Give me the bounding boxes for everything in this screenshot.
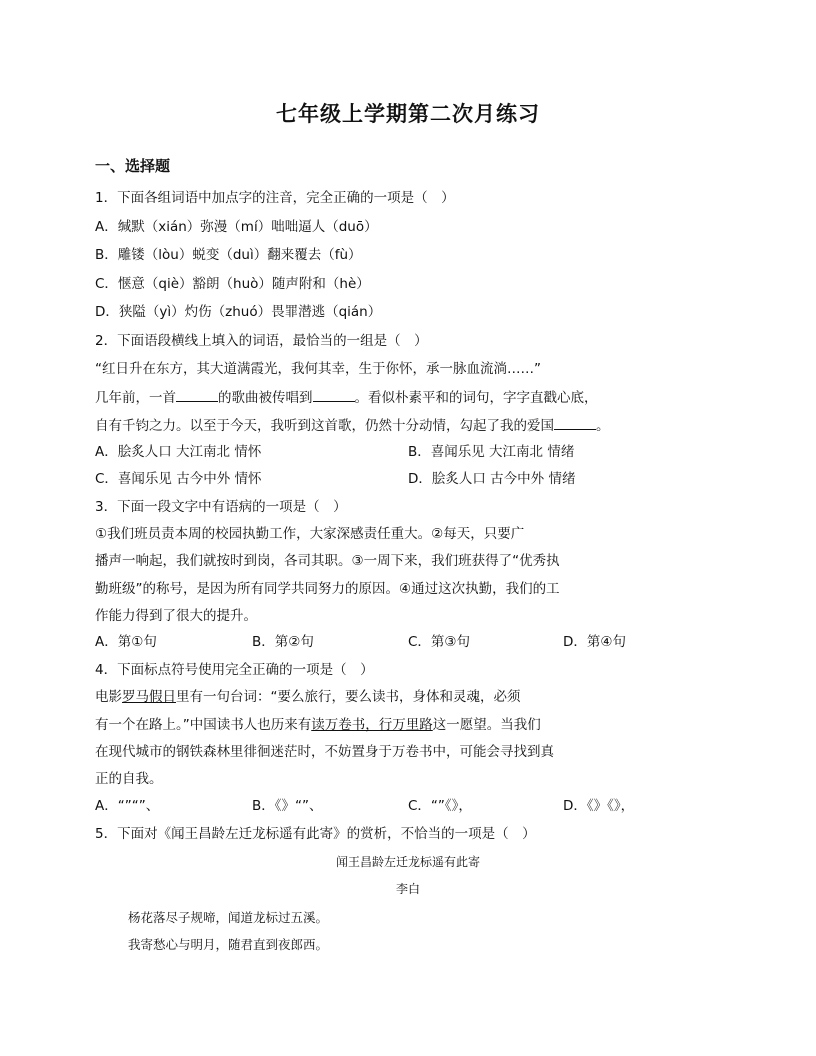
answer-blank [176,388,218,402]
q4-text: 有一个在路上。”中国读书人也历来有 [95,717,312,733]
q2-stem: 2．下面语段横线上填入的词语，最恰当的一组是（ ） [95,333,428,349]
q4-passage-line-4: 正的自我。 [95,771,163,787]
q4-option-a: A．“”“”、 [95,798,160,814]
q2-text: 。 [596,418,610,434]
q1-stem: 1．下面各组词语中加点字的注音，完全正确的一项是（ ） [95,190,455,206]
q4-passage-line-1 [95,688,521,706]
q1-option-b: B．雕镂（lòu）蜕变（duì）翻来覆去（fù） [95,247,362,263]
q2-text: 的歌曲被传唱到 [218,390,313,406]
q4-option-b: B．《》“”、 [252,798,323,814]
q4-text: 这一愿望。当我们 [432,717,541,733]
q3-option-b: B．第②句 [252,634,314,650]
q2-text: 几年前，一首 [95,390,176,406]
section-heading: 一、选择题 [95,157,171,175]
poem-title: 闻王昌龄左迁龙标遥有此寄 [335,855,480,869]
q3-option-a: A．第①句 [95,634,157,650]
answer-blank [554,416,596,430]
q2-quote: “红日升在东方，其大道满霞光，我何其幸，生于你怀，承一脉血流淌……” [95,361,541,377]
q2-option-b: B．喜闻乐见 大江南北 情绪 [408,444,575,460]
q2-text: 。看似朴素平和的词句，字字直戳心底， [354,390,598,406]
q3-passage-line-2: 播声一响起，我们就按时到岗，各司其职。③一周下来，我们班获得了“优秀执 [95,553,560,569]
q4-option-d: D．《》《》， [563,798,635,814]
q4-option-c: C．“”《》， [408,798,472,814]
q2-text: 自有千钧之力。以至于今天，我听到这首歌，仍然十分动情，勾起了我的爱国 [95,418,554,434]
q3-stem: 3．下面一段文字中有语病的一项是（ ） [95,499,347,515]
q3-passage-line-1: ①我们班员责本周的校园执勤工作，大家深感责任重大。②每天，只要广 [95,526,525,542]
q3-passage-line-3: 勤班级”的称号，是因为所有同学共同努力的原因。④通过这次执勤，我们的工 [95,581,560,597]
poem-author: 李白 [395,882,420,896]
q4-underlined-text: 罗马假日 [122,689,176,705]
q4-text: 里有一句台词：“要么旅行，要么读书，身体和灵魂，必须 [176,689,521,705]
q3-passage-line-4: 作能力得到了很大的提升。 [95,608,257,624]
q5-stem: 5．下面对《闻王昌龄左迁龙标遥有此寄》的赏析，不恰当的一项是（ ） [95,826,536,842]
q4-underlined-text: 读万卷书，行万里路 [311,717,433,733]
page-title: 七年级上学期第二次月练习 [276,102,540,126]
q2-option-a: A．脍炙人口 大江南北 情怀 [95,444,262,460]
q4-passage-line-2 [95,716,541,734]
q3-option-c: C．第③句 [408,634,471,650]
q2-paragraph-line-1 [95,388,598,407]
q4-stem: 4．下面标点符号使用完全正确的一项是（ ） [95,662,374,678]
q1-option-a: A．缄默（xián）弥漫（mí）咄咄逼人（duō） [95,219,378,235]
poem-line-2: 我寄愁心与明月，随君直到夜郎西。 [128,937,329,952]
q4-passage-line-3: 在现代城市的钢铁森林里徘徊迷茫时，不妨置身于万卷书中，可能会寻找到真 [95,744,554,760]
poem-line-1: 杨花落尽子规啼，闻道龙标过五溪。 [128,910,329,925]
answer-blank [313,388,355,402]
q1-option-d: D．狭隘（yì）灼伤（zhuó）畏罪潜逃（qián） [95,304,382,320]
q2-paragraph-line-2 [95,416,610,435]
q2-option-d: D．脍炙人口 古今中外 情绪 [408,471,576,487]
q4-text: 电影 [95,689,122,705]
q2-option-c: C．喜闻乐见 古今中外 情怀 [95,471,262,487]
q1-option-c: C．惬意（qiè）豁朗（huò）随声附和（hè） [95,276,370,292]
q3-option-d: D．第④句 [563,634,626,650]
